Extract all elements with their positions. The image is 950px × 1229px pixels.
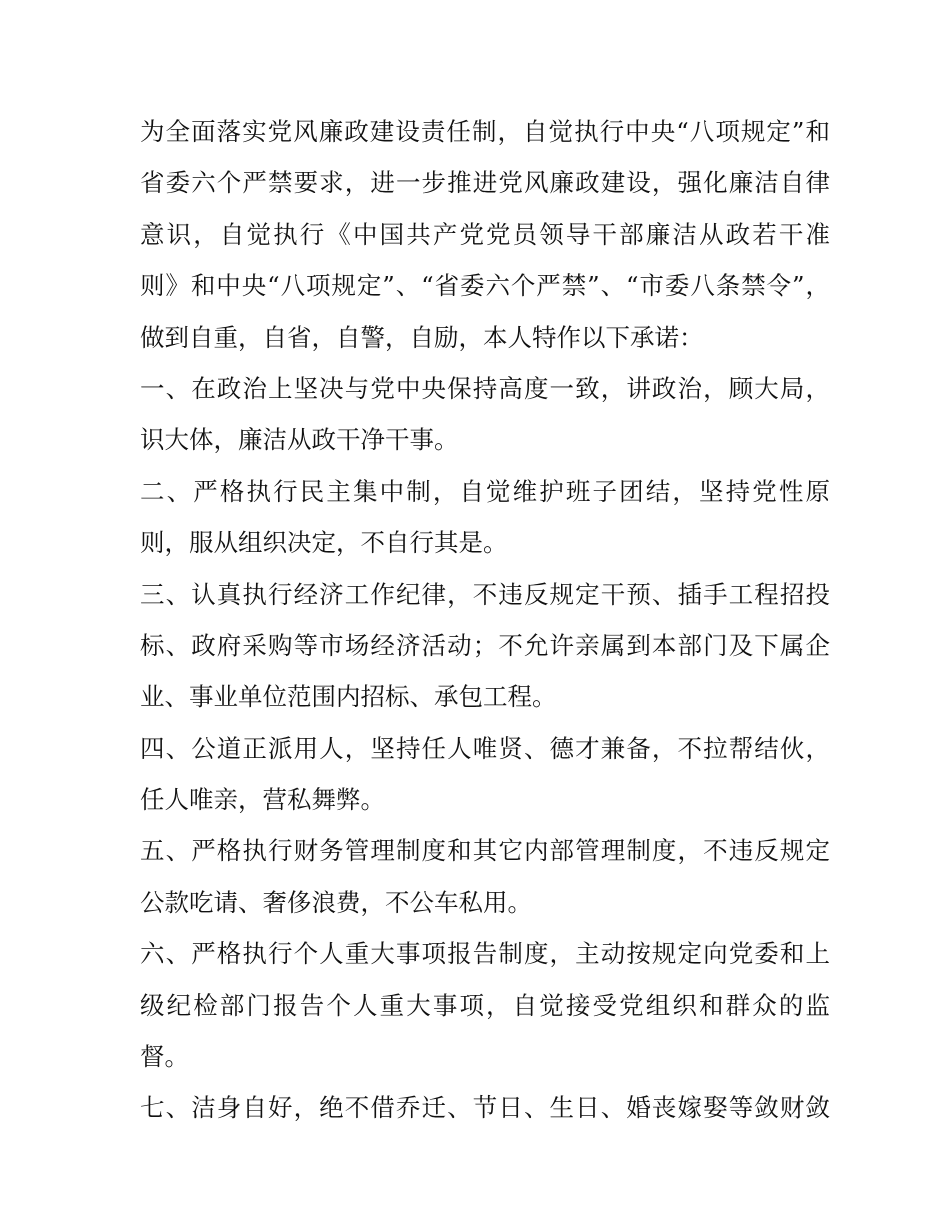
text-line: 级纪检部门报告个人重大事项，自觉接受党组织和群众的监 — [140, 990, 830, 1020]
text-line: 业、事业单位范围内招标、承包工程。 — [140, 682, 557, 712]
text-line: 做到自重，自省，自警，自励，本人特作以下承诺： — [140, 322, 704, 352]
commitment-text-body — [140, 106, 830, 1134]
text-line: 七、洁身自好，绝不借乔迁、节日、生日、婚丧嫁娶等敛财敛 — [140, 1093, 830, 1123]
text-line: 意识，自觉执行《中国共产党党员领导干部廉洁从政若干准 — [140, 219, 830, 249]
text-line: 标、政府采购等市场经济活动；不允许亲属到本部门及下属企 — [140, 630, 830, 660]
text-line: 识大体，廉洁从政干净干事。 — [140, 425, 459, 455]
text-line: 任人唯亲，营私舞弊。 — [140, 785, 385, 815]
text-line: 为全面落实党风廉政建设责任制，自觉执行中央“八项规定”和 — [140, 117, 830, 146]
text-line: 三、认真执行经济工作纪律，不违反规定干预、插手工程招投 — [140, 579, 830, 609]
text-line: 公款吃请、奢侈浪费，不公车私用。 — [140, 887, 532, 917]
text-line: 四、公道正派用人，坚持任人唯贤、德才兼备，不拉帮结伙， — [140, 733, 830, 763]
text-line: 五、严格执行财务管理制度和其它内部管理制度，不违反规定 — [140, 836, 830, 866]
text-line: 六、严格执行个人重大事项报告制度，主动按规定向党委和上 — [140, 939, 830, 969]
text-line: 则》和中央“八项规定”、“省委六个严禁”、“市委八条禁令”， — [140, 271, 830, 301]
text-line: 一、在政治上坚决与党中央保持高度一致，讲政治，顾大局， — [140, 373, 830, 403]
text-line: 省委六个严禁要求，进一步推进党风廉政建设，强化廉洁自律 — [140, 168, 830, 198]
text-line: 二、严格执行民主集中制，自觉维护班子团结，坚持党性原 — [140, 476, 830, 506]
text-line: 则，服从组织决定，不自行其是。 — [140, 528, 508, 558]
text-line: 督。 — [140, 1042, 189, 1072]
